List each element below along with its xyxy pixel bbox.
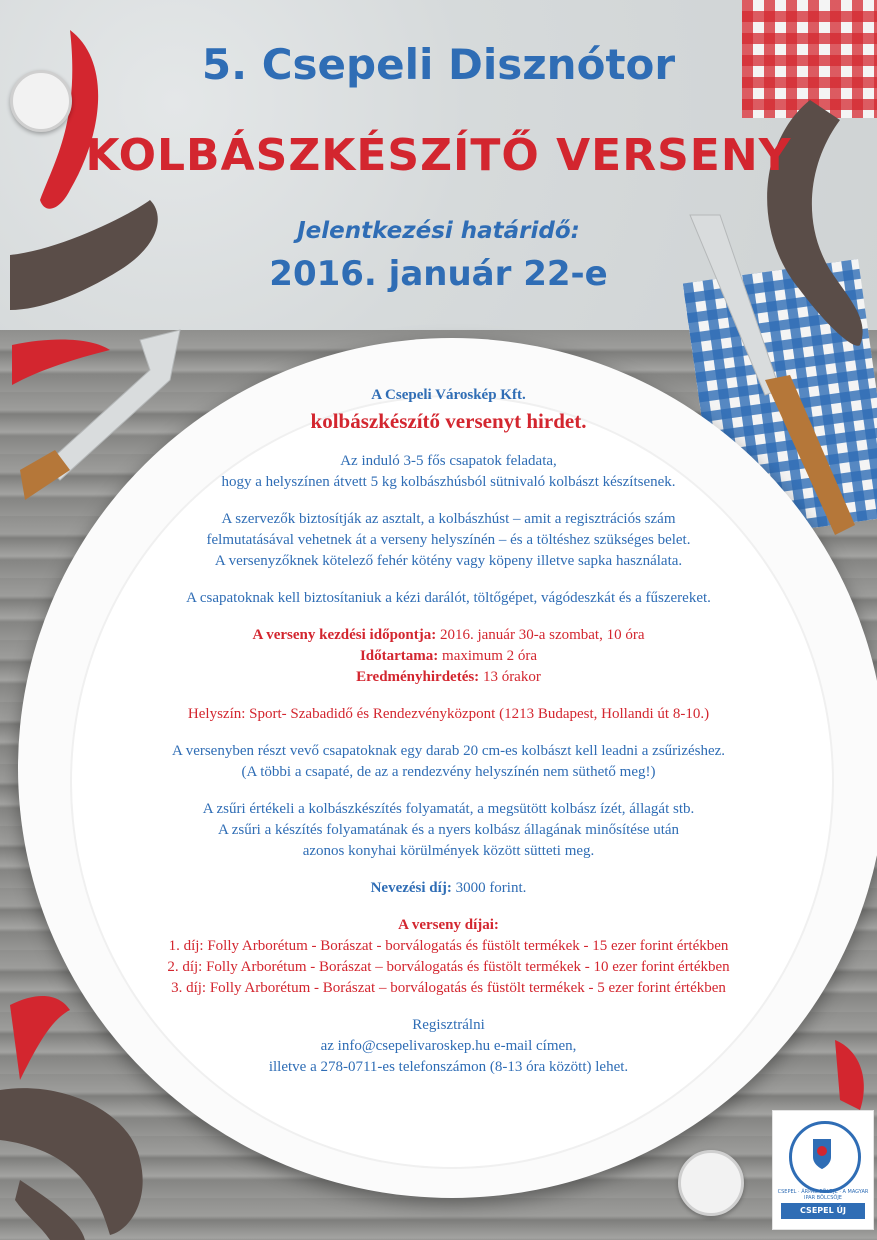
task-paragraph	[90, 451, 807, 493]
fee-label: Nevezési díj:	[370, 880, 452, 896]
register-paragraph	[90, 1015, 807, 1078]
jury-paragraph	[90, 799, 807, 862]
prize-item: 1. díj: Folly Arborétum - Borászat - borválogatás és füstölt termékek - 15 ezer forint értékben	[168, 938, 729, 954]
announcement-body	[90, 385, 807, 1094]
venue: Helyszín: Sport- Szabadidő és Rendezvényközpont (1213 Budapest, Hollandi út 8-10.)	[187, 706, 710, 722]
prize-item: 2. díj: Folly Arborétum - Borászat – borválogatás és füstölt termékek - 10 ezer forint értékben	[167, 959, 730, 975]
deadline-date: 2016. január 22-e	[269, 254, 608, 294]
fee-value: 3000 forint.	[451, 880, 527, 896]
logo-bar-text: CSEPEL ÚJ UTAKON	[781, 1203, 865, 1219]
schedule-paragraph	[90, 625, 807, 688]
csepel-logo	[772, 1110, 874, 1230]
organizer: A Csepeli Városkép Kft.	[371, 387, 526, 403]
register-line: Regisztrálni	[412, 1017, 485, 1033]
submit-line: (A többi a csapaté, de az a rendezvény helyszínén nem süthető meg!)	[241, 764, 656, 780]
prizes-title: A verseny díjai:	[398, 917, 499, 933]
register-line: illetve a 278-0711-es telefonszámon (8-13 óra között) lehet.	[268, 1059, 629, 1075]
start-value: 2016. január 30-a szombat, 10 óra	[436, 627, 645, 643]
jury-line: azonos konyhai körülmények között sütteti meg.	[302, 843, 595, 859]
prize-item: 3. díj: Folly Arborétum - Borászat – borválogatás és füstölt termékek - 5 ezer forint értékben	[171, 980, 726, 996]
announcement-dot: .	[581, 409, 587, 433]
chili-pepper-icon	[12, 340, 110, 385]
results-label: Eredményhirdetés:	[356, 669, 480, 685]
logo-ring-text: CSEPEL · ÁRPÁD FÖLDJE · A MAGYAR IPAR BÖLCSŐJE	[777, 1189, 869, 1201]
submit-line: A versenyben részt vevő csapatoknak egy darab 20 cm-es kolbászt kell leadni a zsűrizéshez.	[171, 743, 726, 759]
sausage-icon	[0, 1088, 143, 1235]
prizes-paragraph	[90, 915, 807, 999]
fee-paragraph	[90, 878, 807, 899]
duration-label: Időtartama:	[359, 648, 439, 664]
register-line: az info@csepelivaroskep.hu e-mail címen,	[320, 1038, 577, 1054]
task-line: hogy a helyszínen átvett 5 kg kolbászhúsból sütnivaló kolbászt készítsenek.	[221, 474, 676, 490]
submit-paragraph	[90, 741, 807, 783]
provide-line: A szervezők biztosítják az asztalt, a kolbászhúst – amit a regisztrációs szám	[221, 511, 676, 527]
provide-line: felmutatásával vehetnek át a verseny helyszínén – és a töltéshez szükséges belet.	[206, 532, 691, 548]
jury-line: A zsűri a készítés folyamatának és a nyers kolbász állagának minősítése után	[217, 822, 680, 838]
sausage-icon	[15, 1180, 85, 1240]
title-competition: KOLBÁSZKÉSZÍTŐ VERSENY	[85, 130, 792, 181]
announcement: kolbászkészítő versenyt hirdet	[310, 409, 582, 433]
duration-value: maximum 2 óra	[438, 648, 538, 664]
provide-line: A versenyzőknek kötelező fehér kötény vagy köpeny illetve sapka használata.	[214, 553, 683, 569]
teams-provide: A csapatoknak kell biztosítaniuk a kézi darálót, töltőgépet, vágódeszkát és a fűszereket.	[186, 590, 711, 606]
task-line: Az induló 3-5 fős csapatok feladata,	[340, 453, 557, 469]
deadline-label: Jelentkezési határidő:	[297, 218, 580, 244]
chili-pepper-icon	[10, 996, 70, 1080]
salt-shaker-icon	[678, 1150, 744, 1216]
chili-pepper-icon	[835, 1040, 864, 1110]
provide-paragraph	[90, 509, 807, 572]
title-event: 5. Csepeli Disznótor	[201, 40, 676, 89]
jury-line: A zsűri értékeli a kolbászkészítés folyamatát, a megsütött kolbász ízét, állagát stb.	[202, 801, 695, 817]
logo-crest-icon	[789, 1121, 861, 1193]
start-label: A verseny kezdési időpontja:	[252, 627, 437, 643]
results-value: 13 órakor	[479, 669, 541, 685]
